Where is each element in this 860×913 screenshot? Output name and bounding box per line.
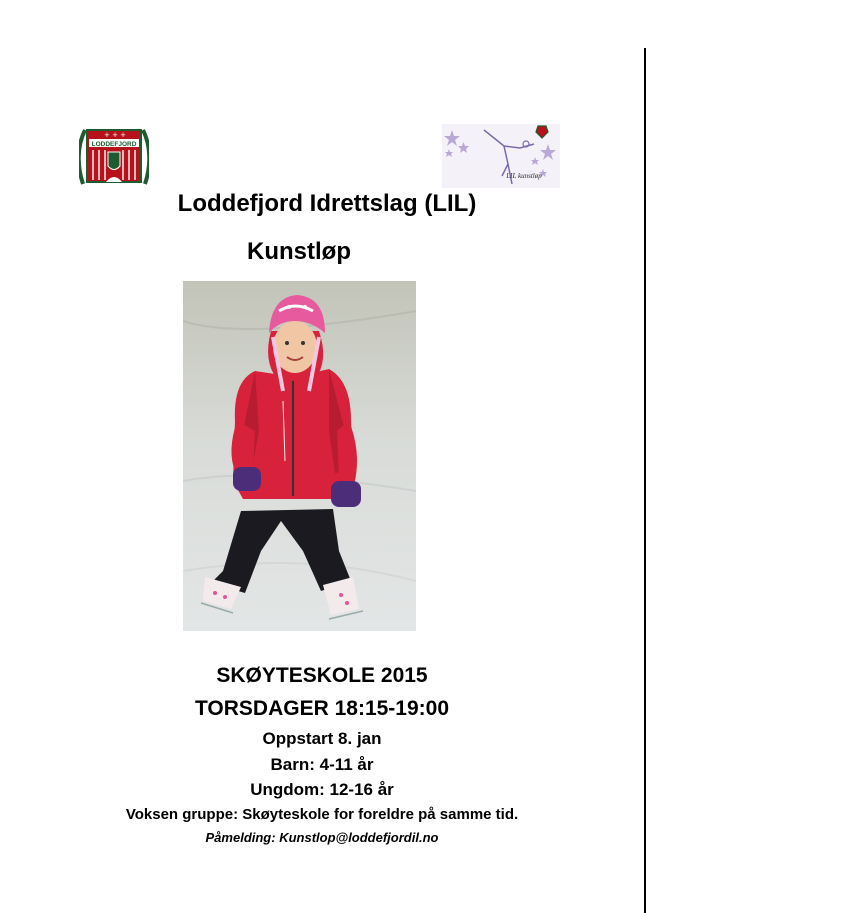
info-line-schedule: TORSDAGER 18:15-19:00 [194,697,450,720]
info-line-start: Oppstart 8. jan [262,729,382,748]
info-line-children: Barn: 4-11 år [270,755,374,774]
page-edge-divider [644,48,646,913]
logo-right-text: LIL kunstløp [506,172,542,180]
page-title: Loddefjord Idrettslag (LIL) [177,190,477,217]
child-skater-photo [183,281,416,631]
info-line-school: SKØYTESKOLE 2015 [216,664,428,687]
info-line-registration: Påmelding: Kunstlop@loddefjordil.no [205,830,439,845]
page-subtitle: Kunstløp [247,238,351,265]
loddefjord-club-logo [79,126,149,186]
info-line-youth: Ungdom: 12-16 år [250,780,394,799]
info-line-adults: Voksen gruppe: Skøyteskole for foreldre på samme tid. [125,806,519,823]
svg-text:+ + +: + + + [104,131,127,139]
logo-left-text: LODDEFJORD [91,141,137,148]
lil-kunstlop-logo [442,124,560,188]
